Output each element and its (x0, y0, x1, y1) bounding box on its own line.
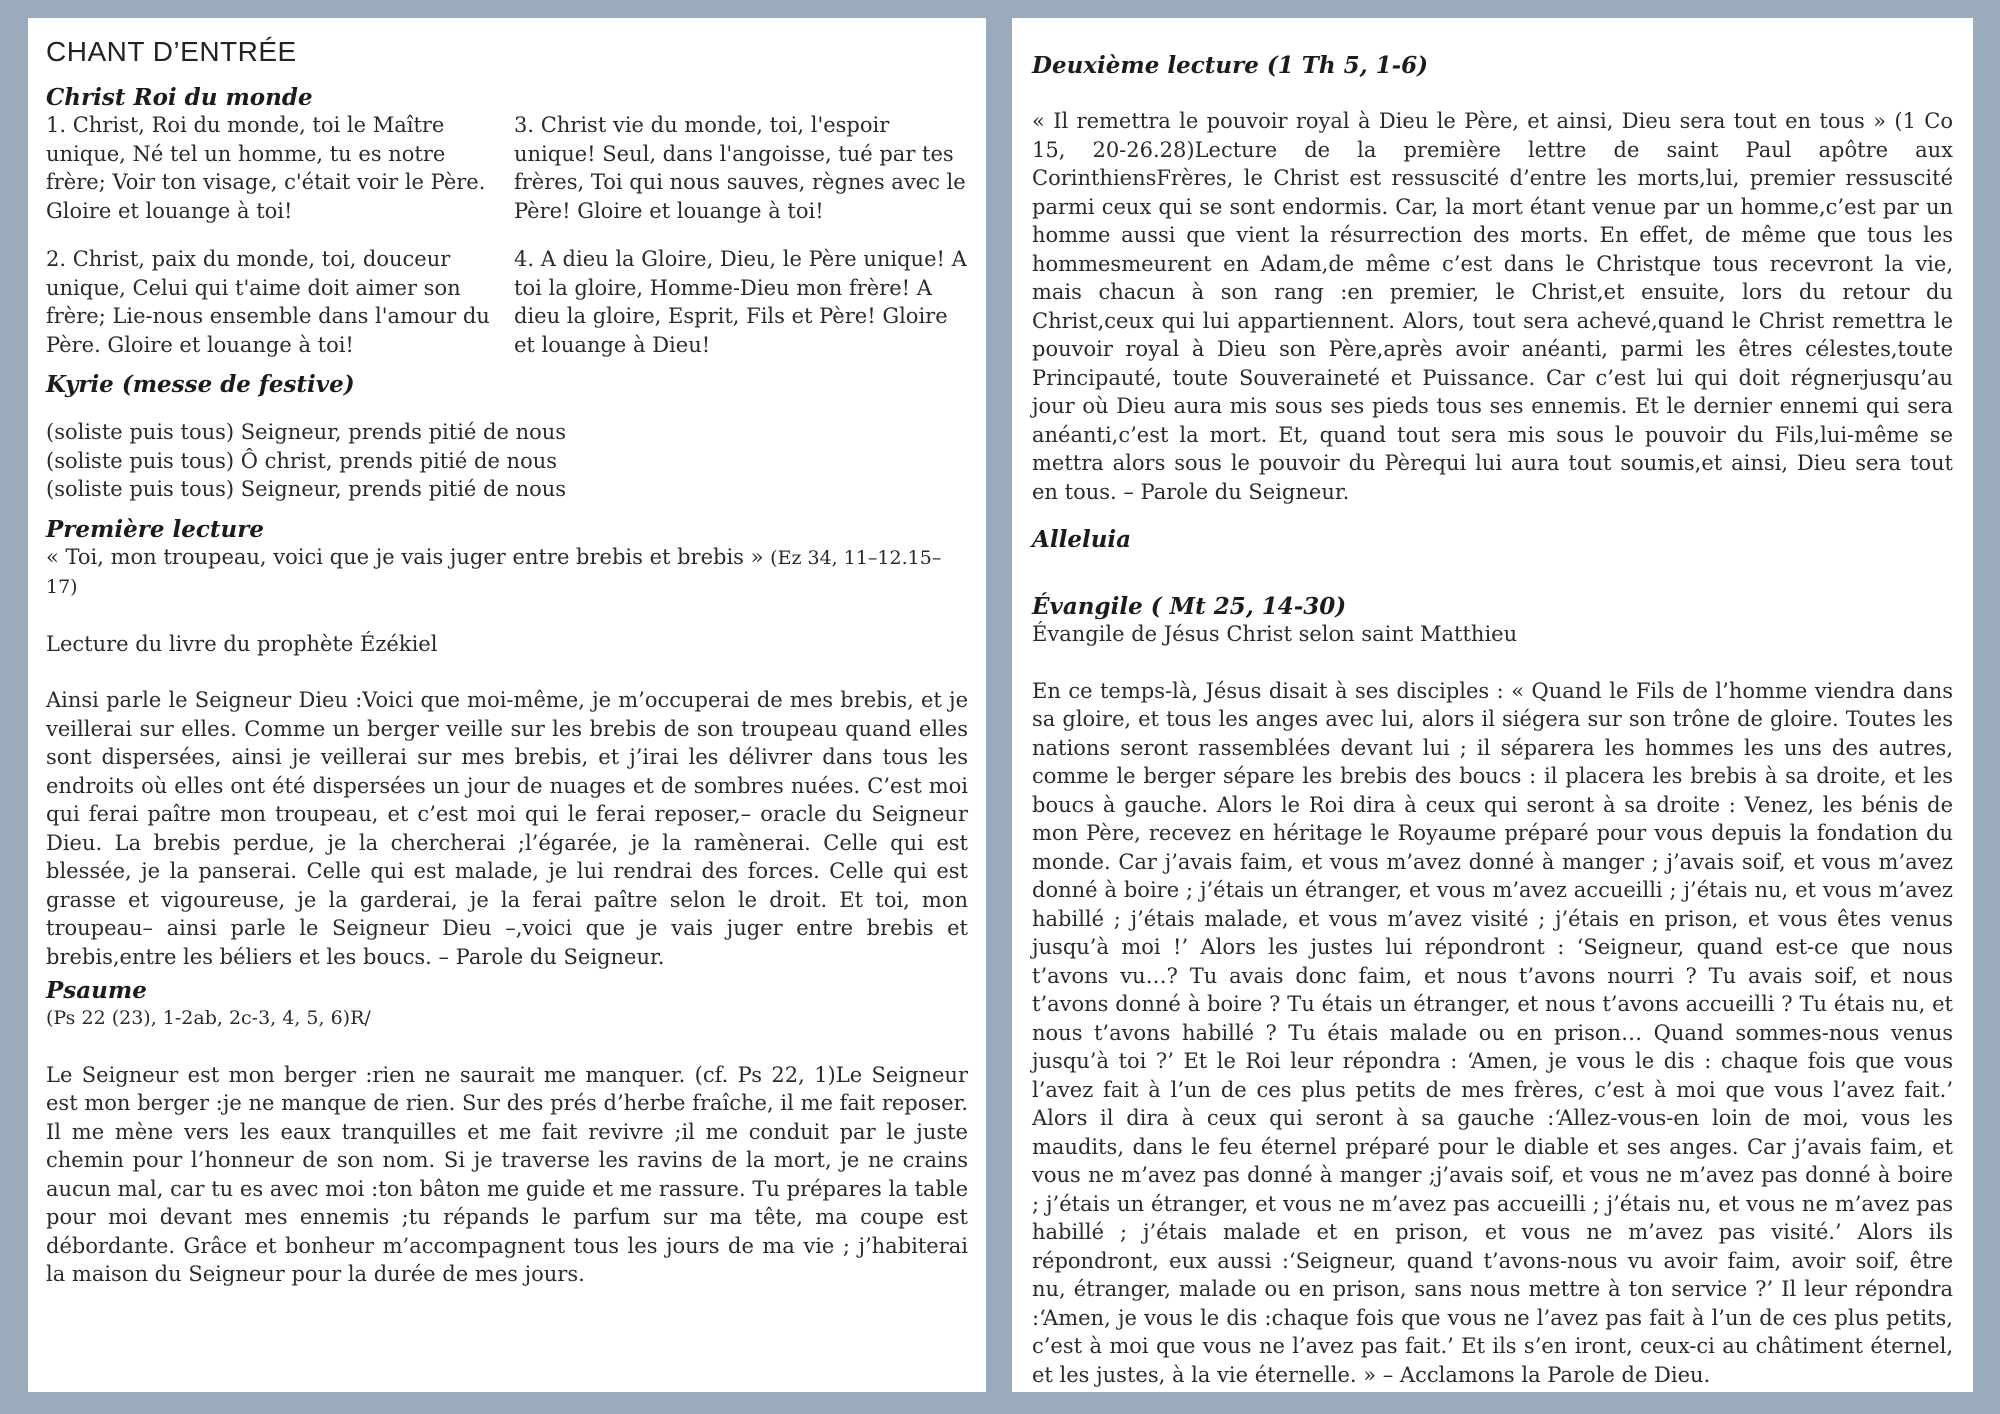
premiere-lecture-antienne (46, 543, 968, 602)
evangile-intro: Évangile de Jésus Christ selon saint Matthieu (1032, 622, 1518, 646)
deuxieme-lecture-title: Deuxième lecture (1 Th 5, 1-6) (1032, 52, 1429, 79)
verse-3: 3. Christ vie du monde, toi, l'espoir unique! Seul, dans l'angoisse, tué par tes frères, Toi qui nous sauves, règnes avec le Père! Gloire et louange à toi! (514, 113, 966, 223)
deuxieme-lecture-text (1032, 107, 1953, 506)
deuxieme-lecture-body: (1 Co 15, 20-26.28)Lecture de la première lettre de saint Paul apôtre aux CorinthiensFrères, le Christ est ressuscité d’entre les morts,lui, premier ressuscité parmi ceux qui se sont endormis. Car, la mort étant venue par un homme,c’est par un homme aussi que vient la résurrection des morts. En effet, de même que tous les hommesmeurent en Adam,de même c’est dans le Christque tous recevront la vie, mais chacun à son rang :en premier, le Christ,et ensuite, lors du retour du Christ,ceux qui lui appartiennent. Alors, tout sera achevé,quand le Christ remettra le pouvoir royal à Dieu son Père,après avoir anéanti, parmi les êtres célestes,toute Principauté, toute Souveraineté et Puissance. Car c’est lui qui doit régnerjusqu’au jour où Dieu aura mis sous ses pieds tous ses ennemis. Et le dernier ennemi qui sera anéanti,c’est la mort. Et, quand tout sera mis sous le pouvoir du Fils,lui-même se mettra alors sous le pouvoir du Pèrequi lui aura tout soumis,et ainsi, Dieu sera tout en tous. – Parole du Seigneur. (1032, 109, 1953, 504)
chant-title: Christ Roi du monde (46, 84, 313, 111)
premiere-lecture-text: Ainsi parle le Seigneur Dieu :Voici que moi-même, je m’occuperai de mes brebis, et je veillerai sur elles. Comme un berger veille sur les brebis de son troupeau quand elles sont dispersées, ainsi je veillerai sur mes brebis, et j’irai les délivrer dans tous les endroits où elles ont été dispersées un jour de nuages et de sombres nuées. C’est moi qui ferai paître mon troupeau, et c’est moi qui le ferai reposer,– oracle du Seigneur Dieu. La brebis perdue, je la chercherai ;l’égarée, je la ramènerai. Celle qui est blessée, je la panserai. Celle qui est malade, je lui rendrai des forces. Celle qui est grasse et vigoureuse, je la garderai, je la ferai paître selon le droit. Et toi, mon troupeau– ainsi parle le Seigneur Dieu –,voici que je vais juger entre brebis et brebis,entre les béliers et les boucs. – Parole du Seigneur. (46, 688, 968, 969)
verse-4: 4. A dieu la Gloire, Dieu, le Père unique! A toi la gloire, Homme-Dieu mon frère! A dieu la gloire, Esprit, Fils et Père! Gloire et louange à Dieu! (514, 247, 967, 357)
deuxieme-lecture-antienne: « Il remettra le pouvoir royal à Dieu le Père, et ainsi, Dieu sera tout en tous » (1032, 109, 1887, 133)
left-page (28, 18, 986, 1392)
verses-columns (46, 111, 968, 359)
chant-heading: CHANT D’ENTRÉE (46, 36, 297, 67)
antienne-text: « Toi, mon troupeau, voici que je vais juger entre brebis et brebis » (46, 544, 764, 569)
psaume-title: Psaume (46, 977, 147, 1004)
psaume-reference: (Ps 22 (23), 1-2ab, 2c-3, 4, 5, 6)R/ (46, 1007, 371, 1029)
evangile-text: En ce temps-là, Jésus disait à ses disciples : « Quand le Fils de l’homme viendra dans sa gloire, et tous les anges avec lui, alors il siégera sur son trône de gloire. Toutes les nations seront rassemblées devant lui ; il séparera les hommes les uns des autres, comme le berger sépare les brebis des boucs : il placera les brebis à sa droite, et les boucs à gauche. Alors le Roi dira à ceux qui seront à sa droite : Venez, les bénis de mon Père, recevez en héritage le Royaume préparé pour vous depuis la fondation du monde. Car j’avais faim, et vous m’avez donné à manger ; j’avais soif, et vous m’avez donné à boire ; j’étais un étranger, et vous m’avez accueilli ; j’étais nu, et vous m’avez habillé ; j’étais malade, et vous m’avez visité ; j’étais en prison, et vous êtes venus jusqu’à moi !’ Alors les justes lui répondront : ‘Seigneur, quand est-ce que nous t’avons vu…? Tu avais donc faim, et nous t’avons nourri ? Tu avais soif, et nous t’avons donné à boire ? Tu étais un étranger, et nous t’avons accueilli ? Tu étais nu, et nous t’avons habillé ? Tu étais malade ou en prison… Quand sommes-nous venus jusqu’à toi ?’ Et le Roi leur répondra : ‘Amen, je vous le dis : chaque fois que vous l’avez fait à l’un de ces plus petits de mes frères, c’est à moi que vous l’avez fait.’ Alors il dira à ceux qui seront à sa gauche :‘Allez-vous-en loin de moi, vous les maudits, dans le feu éternel préparé pour le diable et ses anges. Car j’avais faim, et vous ne m’avez pas donné à manger ;j’avais soif, et vous ne m’avez pas donné à boire ; j’étais un étranger, et vous ne m’avez pas accueilli ; j’étais nu, et vous ne m’avez pas habillé ; j’étais malade et en prison, et vous ne m’avez pas visité.’ Alors ils répondront, eux aussi :‘Seigneur, quand t’avons-nous vu avoir faim, avoir soif, être nu, étranger, malade ou en prison, sans nous mettre à ton service ?’ Il leur répondra :‘Amen, je vous le dis :chaque fois que vous ne l’avez pas fait à l’un de ces plus petits, c’est à moi que vous ne l’avez pas fait.’ Et ils s’en iront, ceux-ci au châtiment éternel, et les justes, à la vie éternelle. » – Acclamons la Parole de Dieu. (1032, 678, 1953, 1387)
kyrie-title: Kyrie (messe de festive) (46, 371, 355, 398)
verses-column-right (514, 111, 968, 359)
alleluia-title: Alleluia (1032, 526, 1132, 553)
verses-column-left (46, 111, 500, 359)
premiere-lecture-title: Première lecture (46, 515, 264, 543)
evangile-title: Évangile ( Mt 25, 14-30) (1032, 593, 1347, 620)
kyrie-line-2: (soliste puis tous) Ô christ, prends pitié de nous (46, 448, 558, 473)
kyrie-line-3: (soliste puis tous) Seigneur, prends pitié de nous (46, 477, 567, 501)
antienne-reference: (Ez 34, 11–12.15–17) (46, 546, 942, 598)
premiere-lecture-intro: Lecture du livre du prophète Ézékiel (46, 631, 438, 656)
kyrie-line-1: (soliste puis tous) Seigneur, prends pitié de nous (46, 420, 567, 444)
right-page (1012, 18, 1973, 1392)
psaume-text: Le Seigneur est mon berger :rien ne saurait me manquer. (cf. Ps 22, 1)Le Seigneur est mon berger :je ne manque de rien. Sur des prés d’herbe fraîche, il me fait reposer. Il me mène vers les eaux tranquilles et me fait revivre ;il me conduit par le juste chemin pour l’honneur de son nom. Si je traverse les ravins de la mort, je ne crains aucun mal, car tu es avec moi :ton bâton me guide et me rassure. Tu prépares la table pour moi devant mes ennemis ;tu répands le parfum sur ma tête, ma coupe est débordante. Grâce et bonheur m’accompagnent tous les jours de ma vie ; j’habiterai la maison du Seigneur pour la durée de mes jours. (46, 1062, 968, 1286)
verse-1: 1. Christ, Roi du monde, toi le Maître unique, Né tel un homme, tu es notre frère; Voir ton visage, c'était voir le Père. Gloire et louange à toi! (46, 113, 486, 223)
verse-2: 2. Christ, paix du monde, toi, douceur unique, Celui qui t'aime doit aimer son frère; Lie-nous ensemble dans l'amour du Père. Gloire et louange à toi! (46, 247, 490, 357)
